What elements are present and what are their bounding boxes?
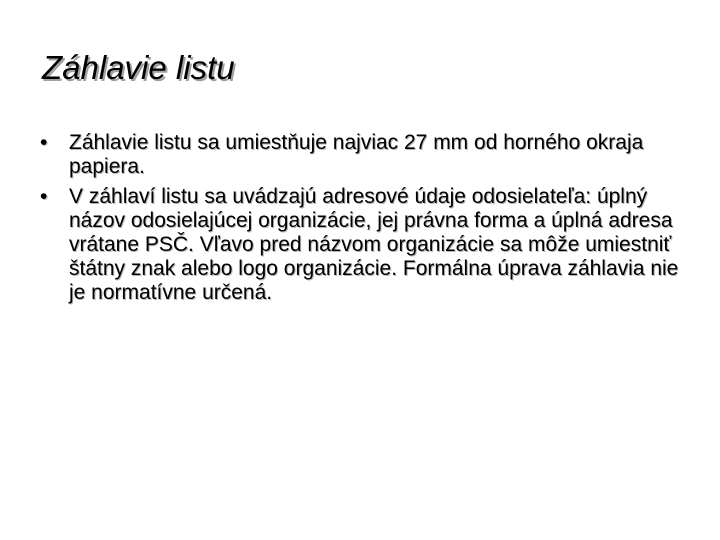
- bullet-text: Záhlavie listu sa umiestňuje najviac 27 mm od horného okraja papiera.: [69, 131, 644, 178]
- bullet-dot-icon: •: [40, 131, 48, 154]
- bullet-item: [40, 131, 690, 179]
- slide-title: Záhlavie listu: [42, 49, 235, 86]
- bullet-item: [40, 185, 690, 305]
- bullet-text: V záhlaví listu sa uvádzajú adresové údaje odosielateľa: úplný názov odosielajúcej organizácie, jej právna forma a úplná adresa vrátane PSČ. Vľavo pred názvom organizácie sa môže umiestniť štátny znak alebo logo organizácie. Formálna úprava záhlavia nie je normatívne určená.: [69, 185, 679, 304]
- bullet-dot-icon: •: [40, 185, 48, 208]
- bullet-list: [40, 131, 690, 311]
